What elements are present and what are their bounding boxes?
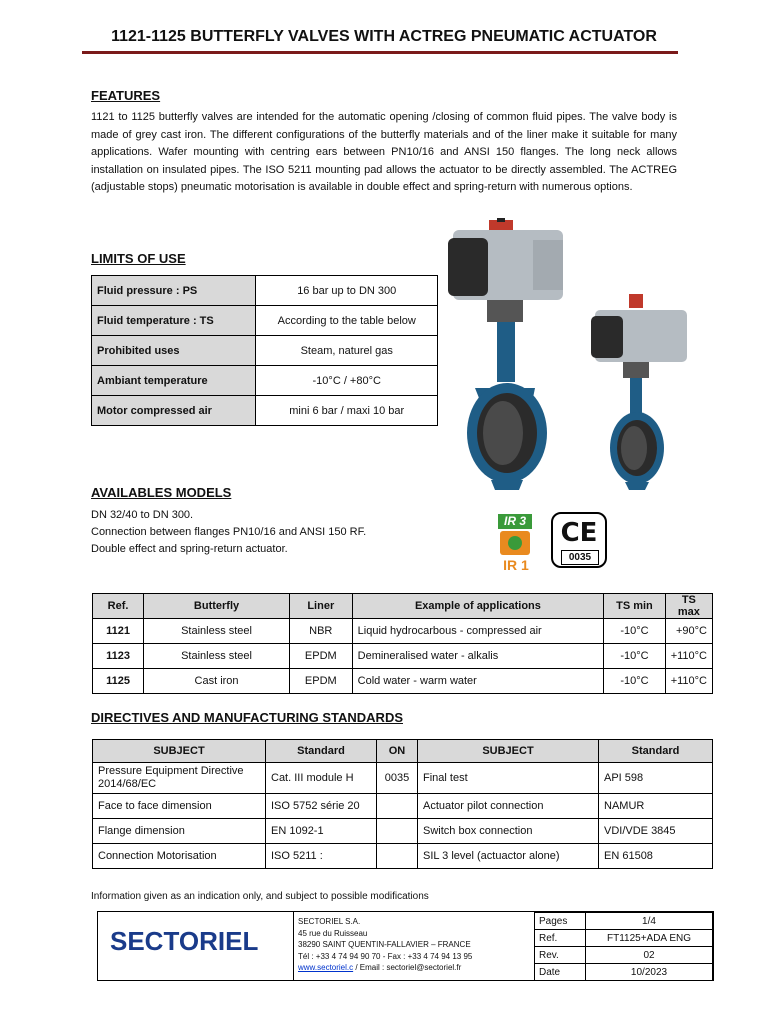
standard-cell: NAMUR [599, 794, 713, 819]
footer [97, 911, 714, 981]
models-table [92, 593, 713, 694]
company-address [298, 916, 472, 974]
ts-max-cell: +110°C [665, 644, 712, 669]
table-row [93, 794, 713, 819]
column-header: TS max [665, 594, 712, 619]
logo-text: SECTORIEL [110, 926, 259, 956]
limit-key: Motor compressed air [92, 396, 256, 426]
page-title: 1121-1125 BUTTERFLY VALVES WITH ACTREG PNEUMATIC ACTUATOR [111, 28, 657, 45]
subject-cell: SIL 3 level (actuactor alone) [418, 844, 599, 869]
column-header: Standard [599, 740, 713, 763]
ref-cell: 1125 [93, 669, 144, 694]
subject-cell: Switch box connection [418, 819, 599, 844]
column-header: Ref. [93, 594, 144, 619]
ts-max-cell: +110°C [665, 669, 712, 694]
column-header: SUBJECT [418, 740, 599, 763]
butterfly-cell: Cast iron [144, 669, 290, 694]
liner-cell: EPDM [289, 644, 352, 669]
table-row [92, 396, 438, 426]
valve-product-image [445, 218, 695, 490]
address-line: 45 rue du Ruisseau [298, 928, 368, 938]
limits-table [91, 275, 438, 426]
address-line: Tél : +33 4 74 94 90 70 - Fax : +33 4 74 94 13 95 [298, 951, 473, 961]
table-row [93, 763, 713, 794]
table-row [93, 819, 713, 844]
application-cell: Demineralised water - alkalis [352, 644, 604, 669]
column-header: SUBJECT [93, 740, 266, 763]
meta-label: Ref. [535, 930, 586, 947]
table-row [535, 947, 713, 964]
directives-heading: DIRECTIVES AND MANUFACTURING STANDARDS [91, 710, 403, 725]
application-cell: Cold water - warm water [352, 669, 604, 694]
butterfly-cell: Stainless steel [144, 619, 290, 644]
ref-cell: 1123 [93, 644, 144, 669]
on-cell [377, 819, 418, 844]
limit-value: According to the table below [256, 306, 438, 336]
meta-label: Date [535, 964, 586, 981]
limit-key: Fluid temperature : TS [92, 306, 256, 336]
ts-max-cell: +90°C [665, 619, 712, 644]
ts-min-cell: -10°C [604, 619, 665, 644]
column-header: Example of applications [352, 594, 604, 619]
meta-value: 10/2023 [586, 964, 713, 981]
liner-cell: NBR [289, 619, 352, 644]
document-meta-table [534, 912, 713, 981]
address-line: SECTORIEL S.A. [298, 917, 361, 926]
meta-value: 1/4 [586, 913, 713, 930]
standard-cell: ISO 5211 : [266, 844, 377, 869]
subject-cell: Flange dimension [93, 819, 266, 844]
title-rule [82, 51, 678, 54]
models-line: DN 32/40 to DN 300. [91, 509, 194, 521]
ir3-label: IR 3 [498, 514, 532, 529]
table-row [92, 276, 438, 306]
on-cell: 0035 [377, 763, 418, 794]
standard-cell: EN 61508 [599, 844, 713, 869]
column-header: Liner [289, 594, 352, 619]
table-header-row [93, 594, 713, 619]
recycle-icon [500, 531, 530, 555]
table-row [93, 669, 713, 694]
table-row [92, 306, 438, 336]
ce-label: CE [560, 518, 598, 548]
website-link[interactable]: www.sectoriel.c [298, 963, 354, 972]
disclaimer-note: Information given as an indication only, and subject to possible modifications [91, 891, 429, 902]
standard-cell: EN 1092-1 [266, 819, 377, 844]
standard-cell: VDI/VDE 3845 [599, 819, 713, 844]
subject-cell: Face to face dimension [93, 794, 266, 819]
table-row [535, 913, 713, 930]
limit-key: Ambiant temperature [92, 366, 256, 396]
limit-value: mini 6 bar / maxi 10 bar [256, 396, 438, 426]
standard-cell: ISO 5752 série 20 [266, 794, 377, 819]
limit-value: Steam, naturel gas [256, 336, 438, 366]
column-header: ON [377, 740, 418, 763]
table-row [92, 366, 438, 396]
table-row [535, 930, 713, 947]
standard-cell: Cat. III module H [266, 763, 377, 794]
limits-heading: LIMITS OF USE [91, 251, 186, 266]
on-cell [377, 794, 418, 819]
column-header: TS min [604, 594, 665, 619]
table-row [93, 644, 713, 669]
column-header: Butterfly [144, 594, 290, 619]
standard-cell: API 598 [599, 763, 713, 794]
column-header: Standard [266, 740, 377, 763]
features-text: 1121 to 1125 butterfly valves are intended for the automatic opening /closing of common fluid pipes. The valve body is made of grey cast iron. The different configurations of the butterfly materials and of the liner make it suitable for many applications. Wafer mounting with centring ears between PN10/16 and ANSI 150 flanges. The long neck allows installation on insulated pipes. The ISO 5211 mounting pad allows the actuator to be directly assembled. The ACTREG (adjustable stops) pneumatic motorisation is available in double effect and spring-return with numerous options. [91, 111, 677, 193]
subject-cell: Pressure Equipment Directive 2014/68/EC [93, 763, 266, 794]
models-line: Double effect and spring-return actuator. [91, 543, 288, 555]
meta-value: 02 [586, 947, 713, 964]
table-row [93, 844, 713, 869]
liner-cell: EPDM [289, 669, 352, 694]
subject-cell: Actuator pilot connection [418, 794, 599, 819]
ce-number: 0035 [561, 550, 599, 565]
table-header-row [93, 740, 713, 763]
table-row [93, 619, 713, 644]
limit-value: 16 bar up to DN 300 [256, 276, 438, 306]
subject-cell: Connection Motorisation [93, 844, 266, 869]
directives-table [92, 739, 713, 869]
meta-label: Pages [535, 913, 586, 930]
features-heading: FEATURES [91, 88, 161, 103]
email-text: / Email : sectoriel@sectoriel.fr [355, 963, 462, 972]
butterfly-cell: Stainless steel [144, 644, 290, 669]
on-cell [377, 844, 418, 869]
limit-key: Fluid pressure : PS [92, 276, 256, 306]
limit-key: Prohibited uses [92, 336, 256, 366]
table-row [92, 336, 438, 366]
ts-min-cell: -10°C [604, 644, 665, 669]
application-cell: Liquid hydrocarbous - compressed air [352, 619, 604, 644]
ce-mark-badge [551, 512, 607, 568]
ts-min-cell: -10°C [604, 669, 665, 694]
limit-value: -10°C / +80°C [256, 366, 438, 396]
company-logo [98, 912, 294, 980]
ir1-label: IR 1 [503, 557, 529, 573]
subject-cell: Final test [418, 763, 599, 794]
ir-certification-badge [496, 514, 536, 574]
ref-cell: 1121 [93, 619, 144, 644]
meta-label: Rev. [535, 947, 586, 964]
models-line: Connection between flanges PN10/16 and ANSI 150 RF. [91, 526, 367, 538]
models-heading: AVAILABLES MODELS [91, 485, 232, 500]
table-row [535, 964, 713, 981]
meta-value: FT1125+ADA ENG [586, 930, 713, 947]
address-line: 38290 SAINT QUENTIN-FALLAVIER – FRANCE [298, 940, 471, 949]
